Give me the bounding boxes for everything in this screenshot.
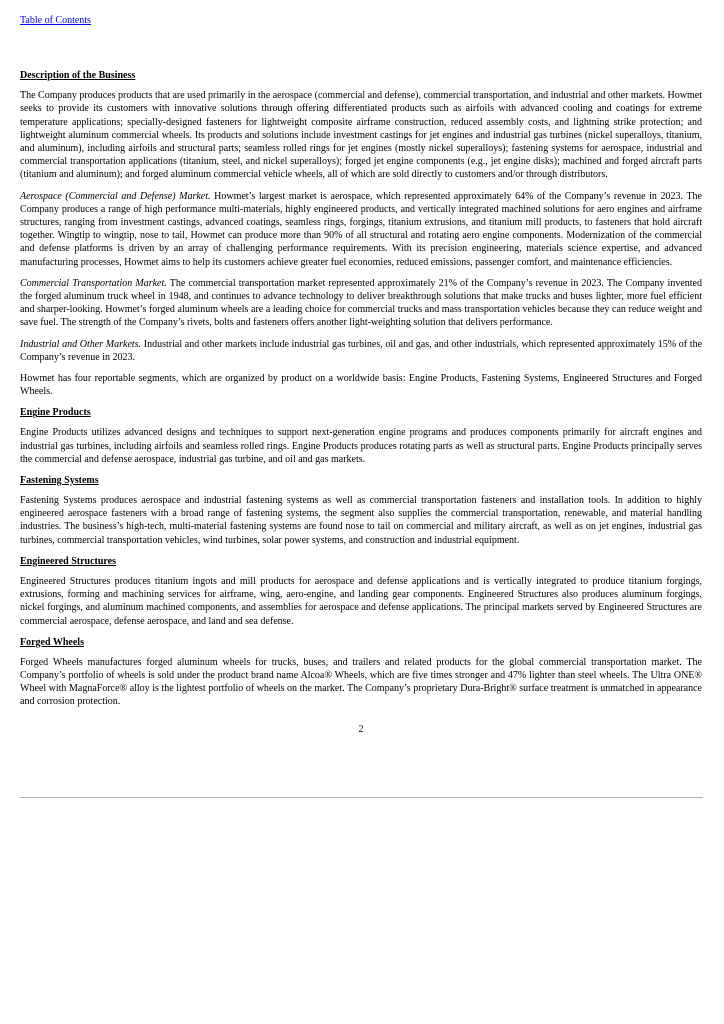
engine-products-heading: Engine Products (20, 407, 91, 419)
forged-wheels-paragraph: Forged Wheels manufactures forged aluminum wheels for trucks, buses, and trailers and related products for the global commercial transportation market. The Company’s portfolio of wheels is sold under the product brand name Alcoa® Wheels, which are five times stronger and 47% lighter than steel wheels. The Ultra ONE® Wheel with MagnaForce® alloy is the lightest portfolio of wheels on the market. The Company’s proprietary Dura-Bright® surface treatment is unmatched in appearance and corrosion protection. (20, 656, 702, 708)
commercial-paragraph (20, 277, 702, 330)
engineered-structures-paragraph: Engineered Structures produces titanium ingots and mill products for aerospace and defense applications and is vertically integrated to produce titanium forgings, extrusions, forming and machining services for airframe, wing, aero-engine, and landing gear components. Engineered Structures also produces aluminum forgings, nickel forgings, and aluminum machined components, and assemblies for aerospace and defense applications. The principal markets served by Engineered Structures are commercial aerospace, defense aerospace, and land and sea defense. (20, 575, 702, 627)
aerospace-label: Aerospace (Commercial and Defense) Market. (20, 190, 211, 202)
business-intro-paragraph: The Company produces products that are used primarily in the aerospace (commercial and defense), commercial transportation, and industrial and other markets. Howmet seeks to provide its customers with innovative solutions through offering differentiated products such as airfoils with advanced cooling and coatings for extreme temperature applications; specially-designed fasteners for lightweight composite airframe construction, reduced assembly costs, and lightning strike protection; and lightweight aluminum commercial wheels. Its products and solutions include investment castings for jet engines and industrial gas turbines (nickel superalloys, titanium, and aluminum), including airfoils and structural parts; seamless rolled rings for jet engines (mostly nickel superalloys); fastening systems for aerospace, industrial and commercial transportation applications (titanium, steel, and nickel superalloys); forged jet engine components (e.g., jet engine disks); machined and forged aircraft parts (titanium and aluminum); and forged aluminum commercial vehicle wheels, all of which are sold directly to customers and/or through distributors. (20, 90, 702, 181)
fastening-systems-heading: Fastening Systems (20, 475, 99, 487)
page-divider (20, 797, 703, 798)
spacer (20, 27, 702, 69)
engine-products-paragraph: Engine Products utilizes advanced designs and techniques to support next-generation engine programs and produces components primarily for aircraft engines and industrial gas turbines, including airfoils and seamless rolled rings. Engine Products produces rotating parts as well as structural parts. Engine Products principally serves the commercial and defense aerospace, industrial gas turbine, and oil and gas markets. (20, 427, 702, 465)
engineered-structures-heading: Engineered Structures (20, 555, 117, 567)
segments-paragraph: Howmet has four reportable segments, which are organized by product on a worldwide basis: Engine Products, Fastening Systems, Engineered Structures and Forged Wheels. (20, 373, 702, 398)
forged-wheels-heading: Forged Wheels (20, 636, 84, 648)
document-page (20, 14, 702, 736)
commercial-label: Commercial Transportation Market. (20, 277, 167, 289)
aerospace-text: Howmet’s largest market is aerospace, which represented approximately 64% of the Company’s revenue in 2023. The Company produces a range of high performance multi-materials, highly engineered products, and vertically integrated machined solutions for aero engines and airframe structures, ranging from investment castings, advanced coatings, seamless rings, forgings, titanium extrusions, and titanium mill products, to fasteners that hold aircraft together. Wingtip to wingtip, nose to tail, Howmet can produce more than 90% of all structural and rotating aero engine components. Modernization of the commercial and defense platforms is driven by an array of challenging performance requirements. With its precision engineering, materials science expertise, and advanced manufacturing processes, Howmet aims to help its customers achieve greater fuel economies, reduced emissions, passenger comfort, and maintenance efficiencies. (20, 190, 702, 268)
industrial-paragraph (20, 338, 702, 364)
table-of-contents-link[interactable]: Table of Contents (20, 15, 91, 26)
aerospace-paragraph (20, 190, 702, 269)
industrial-text: Industrial and other markets include industrial gas turbines, oil and gas, and other industrials, which represented approximately 15% of the Company’s revenue in 2023. (20, 338, 703, 363)
fastening-systems-paragraph: Fastening Systems produces aerospace and industrial fastening systems as well as commercial transportation fasteners and installation tools. In addition to highly engineered aerospace fasteners with a broad range of fastening systems, the segment also supplies the commercial transportation, renewable, and material handling industries. The business’s high-tech, multi-material fastening systems are found nose to tail on commercial and military aircraft, as well as on jet engines, industrial gas turbines, commercial transportation vehicles, wind turbines, solar power systems, and construction and industrial equipment. (20, 495, 702, 546)
page-number: 2 (358, 723, 364, 735)
business-heading: Description of the Business (20, 70, 136, 82)
commercial-text: The commercial transportation market represented approximately 21% of the Company’s revenue in 2023. The Company invented the forged aluminum truck wheel in 1948, and continues to advance technology to deliver breakthrough solutions that make trucks and buses lighter, more fuel efficient and sharper-looking. Howmet’s forged aluminum wheels are a leading choice for commercial trucks and mass transportation vehicles because they can reduce weight and save fuel. The strength of the Company’s rivets, bolts and fasteners offers another light-weighting solution that delivers performance. (20, 277, 702, 329)
industrial-label: Industrial and Other Markets. (20, 338, 142, 350)
